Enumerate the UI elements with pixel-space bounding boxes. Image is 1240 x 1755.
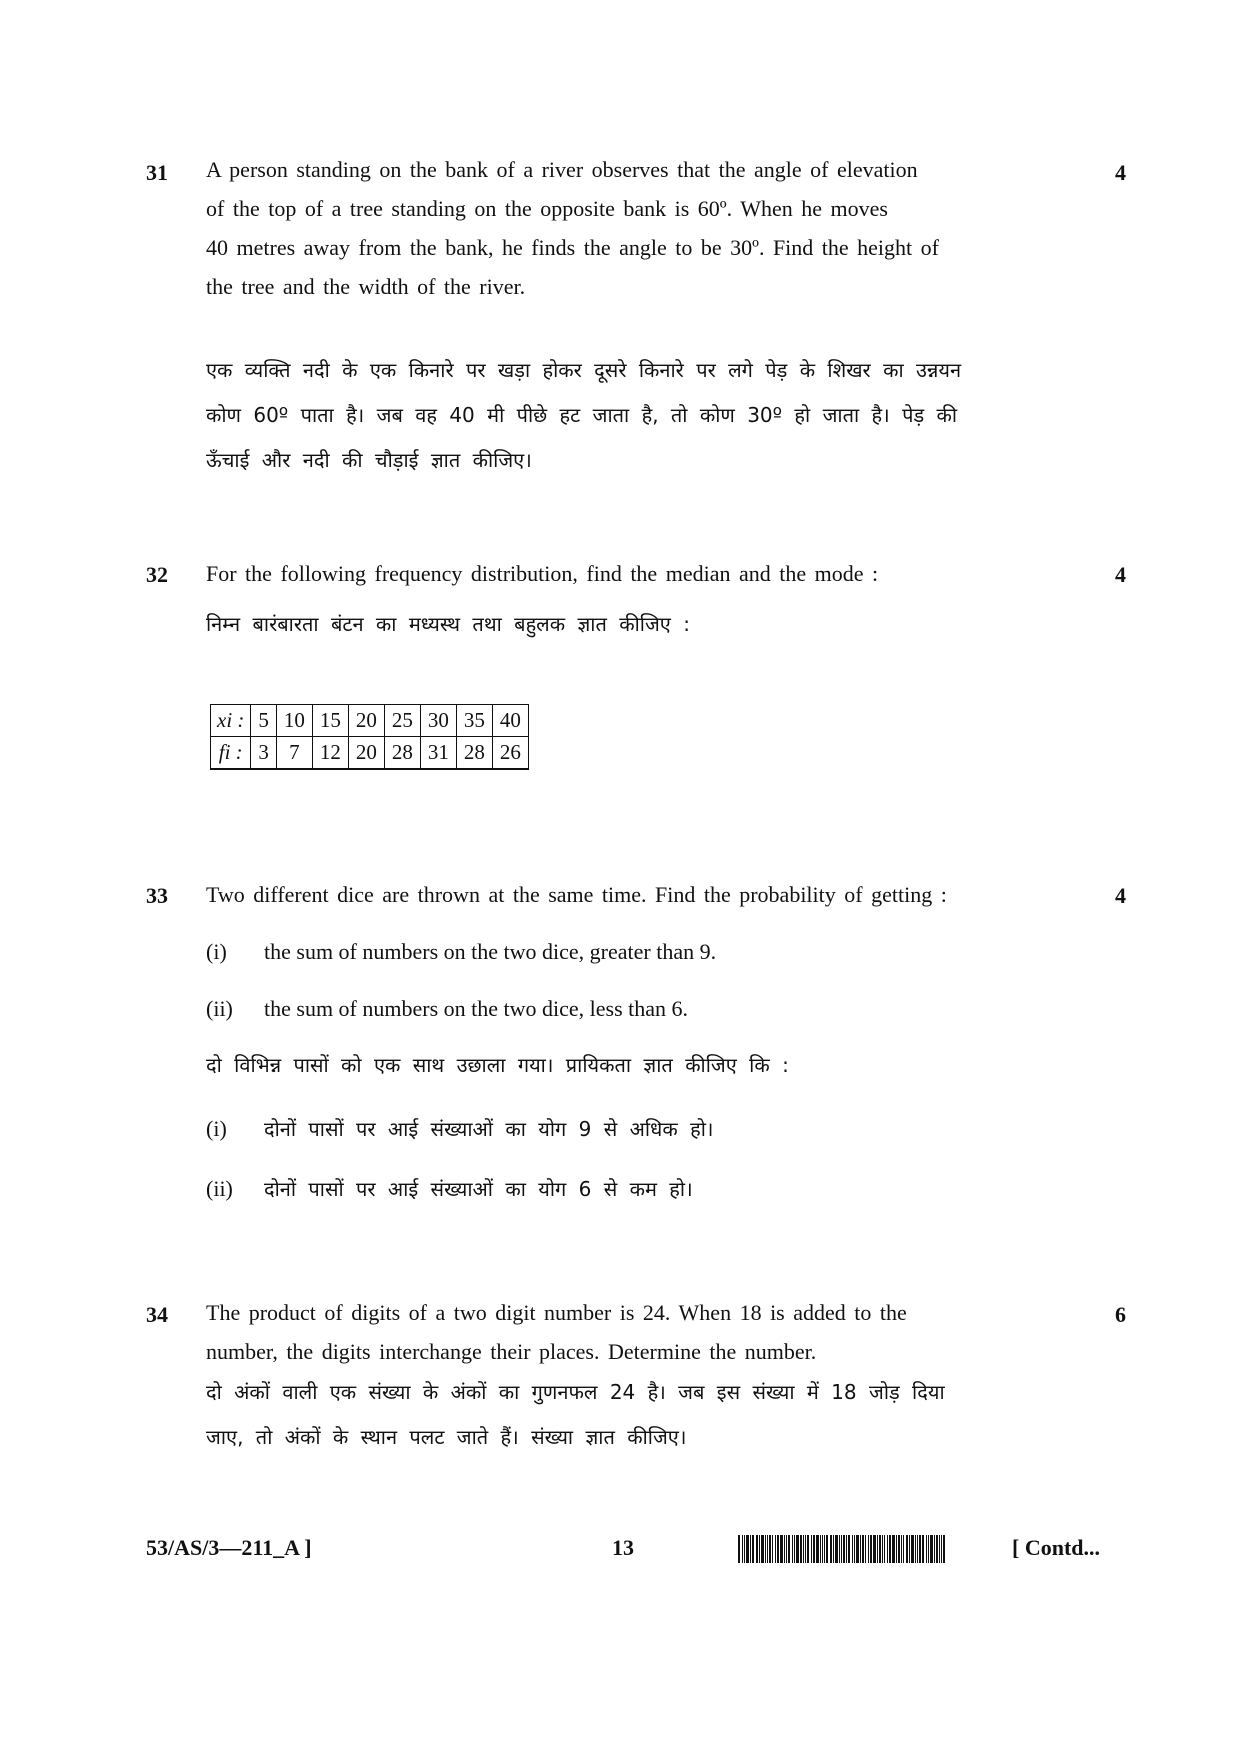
text-line: दो अंकों वाली एक संख्या के अंकों का गुणनफल 24 है। जब इस संख्या में 18 जोड़ दिया <box>206 1380 945 1404</box>
sub-part-ii <box>206 993 1086 1025</box>
text-line: कोण 60º पाता है। जब वह 40 मी पीछे हट जाता है, तो कोण 30º हो जाता है। पेड़ की <box>206 403 958 427</box>
question-english-text <box>206 150 1086 306</box>
barcode-bar <box>820 1535 821 1563</box>
table-cell: 3 <box>251 737 277 770</box>
barcode-bar <box>898 1535 900 1563</box>
barcode-bar <box>786 1535 787 1563</box>
barcode-bar <box>803 1535 804 1563</box>
barcode-bar <box>830 1535 832 1563</box>
barcode-bar <box>901 1535 902 1563</box>
barcode-bar <box>822 1535 823 1563</box>
table-cell: 15 <box>312 705 348 737</box>
text-line: 40 metres away from the bank, he finds the angle to be 30º. Find the height of <box>206 235 939 260</box>
barcode-bar <box>744 1535 745 1563</box>
question-english-text <box>206 1293 1086 1371</box>
barcode-bar <box>841 1535 842 1563</box>
table-row-x <box>211 705 529 737</box>
text-line: एक व्यक्ति नदी के एक किनारे पर खड़ा होकर दूसरे किनारे पर लगे पेड़ के शिखर का उन्नयन <box>206 358 962 382</box>
table-cell: 10 <box>276 705 312 737</box>
barcode-bar <box>805 1535 806 1563</box>
barcode-bar <box>934 1535 935 1563</box>
barcode-bar <box>936 1535 938 1563</box>
barcode-bar <box>752 1535 754 1563</box>
text-line: the tree and the width of the river. <box>206 274 526 299</box>
barcode-bar <box>892 1535 895 1563</box>
question-marks: 4 <box>1115 160 1126 185</box>
barcode-bar <box>767 1535 768 1563</box>
barcode-bar <box>839 1535 840 1563</box>
frequency-table <box>210 704 529 770</box>
barcode-bar <box>756 1535 758 1563</box>
footer-code: 53/AS/3—211_A ] <box>146 1535 312 1560</box>
barcode-bar <box>816 1535 819 1563</box>
question-hindi-text: दो विभिन्न पासों को एक साथ उछाला गया। प्रायिकता ज्ञात कीजिए कि : <box>206 1053 789 1077</box>
hindi-sub-part-i <box>206 1113 1086 1145</box>
barcode-bar <box>887 1535 888 1563</box>
barcode-bar <box>811 1535 812 1563</box>
barcode-bar <box>928 1535 929 1563</box>
barcode-bar <box>761 1535 764 1563</box>
barcode-bar <box>800 1535 802 1563</box>
barcode-bar <box>926 1535 927 1563</box>
barcode-bar <box>846 1535 847 1563</box>
barcode-bar <box>807 1535 809 1563</box>
barcode-bar <box>879 1535 881 1563</box>
barcode-bar <box>896 1535 897 1563</box>
sub-part-text: the sum of numbers on the two dice, less than 6. <box>264 996 689 1021</box>
text-line: A person standing on the bank of a river observes that the angle of elevation <box>206 157 918 182</box>
barcode-bar <box>848 1535 850 1563</box>
table-cell: 31 <box>420 737 456 770</box>
barcode-bar <box>909 1535 910 1563</box>
table-cell: 35 <box>456 705 492 737</box>
barcode-bar <box>742 1535 743 1563</box>
barcode-bar <box>856 1535 859 1563</box>
barcode-bar <box>917 1535 918 1563</box>
barcode-bar <box>759 1535 760 1563</box>
barcode-bar <box>941 1535 942 1563</box>
barcode-bar <box>873 1535 876 1563</box>
barcode-bar <box>868 1535 869 1563</box>
f-label: fi : <box>211 737 251 770</box>
barcode-bar <box>843 1535 845 1563</box>
barcode-bar <box>939 1535 940 1563</box>
question-hindi-text: निम्न बारंबारता बंटन का मध्यस्थ तथा बहुलक ज्ञात कीजिए : <box>206 612 690 636</box>
sub-part-label: (ii) <box>206 1176 233 1201</box>
barcode-bar <box>772 1535 773 1563</box>
text-line: number, the digits interchange their places. Determine the number. <box>206 1339 817 1364</box>
text-line: जाए, तो अंकों के स्थान पलट जाते हैं। संख्या ज्ञात कीजिए। <box>206 1425 687 1449</box>
table-cell: 40 <box>492 705 528 737</box>
table-row-f <box>211 737 529 770</box>
sub-part-label: (i) <box>206 1116 227 1141</box>
barcode-bar <box>788 1535 790 1563</box>
barcode-bar <box>852 1535 853 1563</box>
barcode-bar <box>854 1535 855 1563</box>
barcode-bar <box>792 1535 793 1563</box>
hindi-sub-part-ii <box>206 1173 1086 1205</box>
question-marks: 4 <box>1115 883 1126 908</box>
barcode-bar <box>824 1535 825 1563</box>
question-english-text: Two different dice are thrown at the same time. Find the probability of getting : <box>206 882 947 907</box>
table-cell: 20 <box>348 737 384 770</box>
barcode-bar <box>833 1535 834 1563</box>
table-cell: 30 <box>420 705 456 737</box>
barcode-bar <box>884 1535 885 1563</box>
text-line: of the top of a tree standing on the opposite bank is 60º. When he moves <box>206 196 888 221</box>
sub-part-text: दोनों पासों पर आई संख्याओं का योग 9 से अधिक हो। <box>264 1117 714 1141</box>
barcode-bar <box>930 1535 933 1563</box>
barcode-bar <box>750 1535 751 1563</box>
sub-part-i <box>206 936 1086 968</box>
barcode-bar <box>889 1535 891 1563</box>
table-cell: 25 <box>384 705 420 737</box>
barcode-bar <box>794 1535 795 1563</box>
question-number: 32 <box>146 562 168 587</box>
barcode-bar <box>906 1535 908 1563</box>
sub-part-text: the sum of numbers on the two dice, greater than 9. <box>264 939 717 964</box>
table-cell: 28 <box>456 737 492 770</box>
barcode-bar <box>777 1535 779 1563</box>
question-hindi-text <box>206 1370 1086 1460</box>
barcode-bar <box>919 1535 921 1563</box>
barcode-bar <box>780 1535 783 1563</box>
x-label: xi : <box>211 705 251 737</box>
barcode-bar <box>882 1535 883 1563</box>
barcode-bar <box>915 1535 916 1563</box>
question-number: 33 <box>146 883 168 908</box>
question-marks: 6 <box>1115 1302 1126 1327</box>
barcode-bar <box>922 1535 924 1563</box>
barcode-bar <box>796 1535 799 1563</box>
barcode-bar <box>911 1535 914 1563</box>
barcode-bar <box>746 1535 749 1563</box>
table-cell: 5 <box>251 705 277 737</box>
question-english-text: For the following frequency distribution, find the median and the mode : <box>206 561 879 586</box>
barcode-bar <box>835 1535 838 1563</box>
barcode-bar <box>860 1535 861 1563</box>
barcode-bar <box>865 1535 866 1563</box>
text-line: ऊँचाई और नदी की चौड़ाई ज्ञात कीजिए। <box>206 448 532 472</box>
barcode-bar <box>784 1535 785 1563</box>
sub-part-label: (ii) <box>206 996 233 1021</box>
question-marks: 4 <box>1115 562 1126 587</box>
barcode-bar <box>775 1535 776 1563</box>
barcode-icon <box>738 1535 993 1563</box>
barcode-bar <box>870 1535 872 1563</box>
barcode-bar <box>738 1535 740 1563</box>
sub-part-text: दोनों पासों पर आई संख्याओं का योग 6 से कम हो। <box>264 1177 693 1201</box>
table-cell: 28 <box>384 737 420 770</box>
text-line: The product of digits of a two digit number is 24. When 18 is added to the <box>206 1300 907 1325</box>
barcode-bar <box>903 1535 904 1563</box>
barcode-bar <box>877 1535 878 1563</box>
sub-part-label: (i) <box>206 939 227 964</box>
barcode-bar <box>862 1535 864 1563</box>
page-number: 13 <box>612 1535 634 1560</box>
barcode-bar <box>943 1535 945 1563</box>
barcode-bar <box>769 1535 771 1563</box>
table-cell: 26 <box>492 737 528 770</box>
contd-label: [ Contd... <box>1012 1535 1101 1560</box>
question-hindi-text <box>206 348 1086 483</box>
table-cell: 12 <box>312 737 348 770</box>
question-number: 31 <box>146 160 168 185</box>
table-cell: 7 <box>276 737 312 770</box>
question-number: 34 <box>146 1302 168 1327</box>
barcode-bar <box>765 1535 766 1563</box>
barcode-bar <box>826 1535 828 1563</box>
barcode-bar <box>813 1535 815 1563</box>
table-cell: 20 <box>348 705 384 737</box>
